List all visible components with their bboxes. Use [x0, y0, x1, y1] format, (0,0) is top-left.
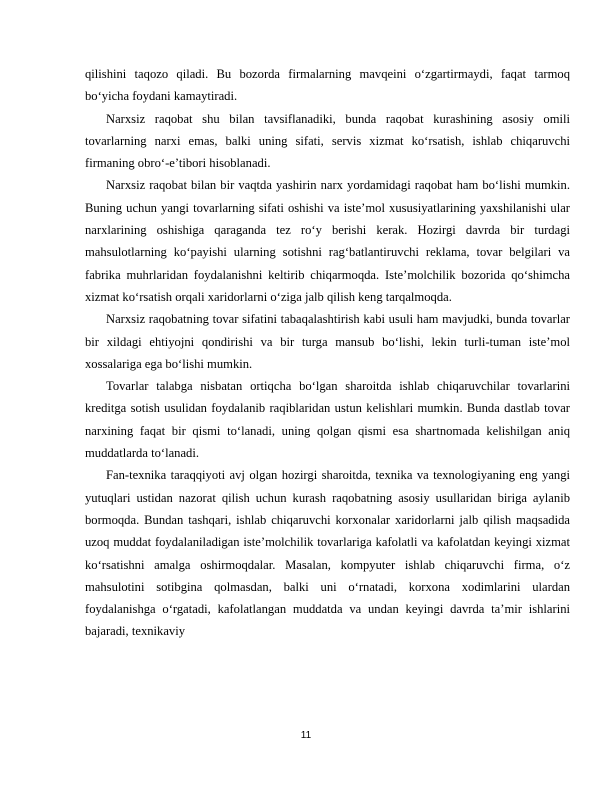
page-number: 11	[300, 730, 312, 741]
paragraph: Narxsiz raqobat bilan bir vaqtda yashirin narx yordamidagi raqobat ham bo‘lishi mumkin. Buning uchun yangi tovarlarning sifati oshishi va iste’mol xususiyatlarining yaxshilanishi ular narxlarining oshishiga qaraganda tez ro‘y berishi kerak. Hozirgi davrda bir turdagi mahsulotlarning ko‘payishi ularning sotishni rag‘batlantiruvchi reklama, tovar belgilari va fabrika muhrlaridan foydalanishni keltirib chiqarmoqda. Iste’molchilik bozorida qo‘shimcha xizmat ko‘rsatish orqali xaridorlarni o‘ziga jalb qilish keng tarqalmoqda.	[85, 178, 570, 304]
body-text	[85, 63, 570, 643]
paragraph: Tovarlar talabga nisbatan ortiqcha bo‘lgan sharoitda ishlab chiqaruvchilar tovarlarini kreditga sotish usulidan foydalanib raqiblaridan ustun kelishlari mumkin. Bunda dastlab tovar narxining faqat bir qismi to‘lanadi, uning qolgan qismi esa shartnomada kelishilgan aniq muddatlarda to‘lanadi.	[85, 379, 570, 461]
paragraph-continuation: qilishini taqozo qiladi. Bu bozorda firmalarning mavqeini o‘zgartirmaydi, faqat tarmoq bo‘yicha foydani kamaytiradi.	[85, 67, 570, 104]
paragraph: Narxsiz raqobatning tovar sifatini tabaqalashtirish kabi usuli ham mavjudki, bunda tovarlar bir xildagi ehtiyojni qondirishi va bir turga mansub bo‘lishi, lekin turli-tuman iste’mol xossalariga ega bo‘lishi mumkin.	[85, 312, 570, 371]
paragraph: Fan-texnika taraqqiyoti avj olgan hozirgi sharoitda, texnika va texnologiyaning eng yangi yutuqlari ustidan nazorat qilish uchun kurash raqobatning asosiy usullaridan biriga aylanib bormoqda. Bundan tashqari, ishlab chiqaruvchi korxonalar xaridorlarni jalb qilish maqsadida uzoq muddat foydalaniladigan iste’molchilik tovarlariga kafolatli va kafolatdan keyingi xizmat ko‘rsatishni amalga oshirmoqdalar. Masalan, kompyuter ishlab chiqaruvchi firma, o‘z mahsulotini sotibgina qolmasdan, balki uni o‘rnatadi, korxona xodimlarini ulardan foydalanishga o‘rgatadi, kafolatlangan muddatda va undan keyingi davrda ta’mir ishlarini bajaradi, texnikaviy	[85, 468, 570, 639]
paragraph: Narxsiz raqobat shu bilan tavsiflanadiki, bunda raqobat kurashining asosiy omili tovarlarning narxi emas, balki uning sifati, servis xizmat ko‘rsatish, ishlab chiqaruvchi firmaning obro‘-e’tibori hisoblanadi.	[85, 111, 570, 171]
